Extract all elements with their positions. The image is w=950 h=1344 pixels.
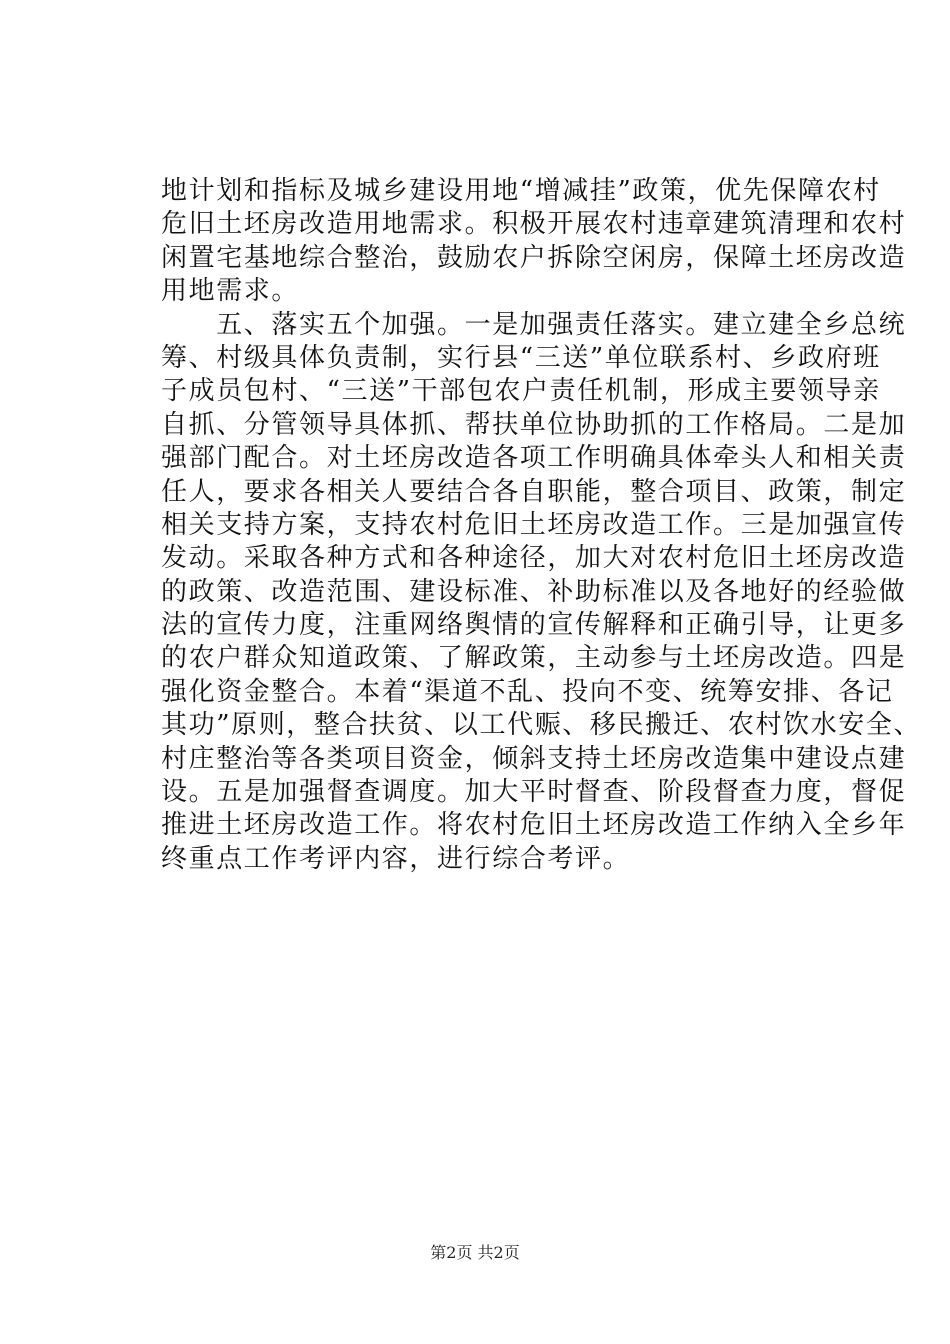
- text-line: 五、落实五个加强。一是加强责任落实。建立建全乡总统: [161, 309, 907, 340]
- text-line: 的政策、改造范围、建设标准、补助标准以及各地好的经验做: [161, 576, 907, 607]
- text-line: 设。五是加强督查调度。加大平时督查、阶段督查力度，督促: [161, 777, 907, 808]
- text-line: 的农户群众知道政策、了解政策，主动参与土坯房改造。四是: [161, 643, 907, 674]
- text-line: 危旧土坯房改造用地需求。积极开展农村违章建筑清理和农村: [161, 209, 907, 240]
- text-line: 推进土坯房改造工作。将农村危旧土坯房改造工作纳入全乡年: [161, 810, 907, 841]
- text-line: 强部门配合。对土坯房改造各项工作明确具体牵头人和相关责: [161, 443, 907, 474]
- text-line: 发动。采取各种方式和各种途径，加大对农村危旧土坯房改造: [161, 543, 907, 574]
- text-line: 闲置宅基地综合整治，鼓励农户拆除空闲房，保障土坯房改造: [161, 242, 907, 273]
- text-line: 子成员包村、“三送”干部包农户责任机制，形成主要领导亲: [161, 376, 881, 407]
- page-number-footer: 第2页 共2页: [430, 1243, 520, 1262]
- text-line: 其功”原则，整合扶贫、以工代赈、移民搬迁、农村饮水安全、: [161, 710, 922, 741]
- text-line: 筹、村级具体负责制，实行县“三送”单位联系村、乡政府班: [161, 342, 881, 373]
- text-line: 法的宣传力度，注重网络舆情的宣传解释和正确引导，让更多: [161, 610, 907, 641]
- text-line: 强化资金整合。本着“渠道不乱、投向不变、统筹安排、各记: [161, 676, 894, 707]
- text-line: 村庄整治等各类项目资金，倾斜支持土坯房改造集中建设点建: [161, 743, 907, 774]
- document-body: [161, 175, 922, 876]
- text-line: 地计划和指标及城乡建设用地“增减挂”政策，优先保障农村: [161, 176, 881, 206]
- text-line: 任人，要求各相关人要结合各自职能，整合项目、政策，制定: [161, 476, 907, 507]
- text-line: 终重点工作考评内容，进行综合考评。: [161, 843, 631, 874]
- text-line: 用地需求。: [161, 276, 300, 307]
- text-line: 自抓、分管领导具体抓、帮扶单位协助抓的工作格局。二是加: [161, 409, 907, 440]
- text-line: 相关支持方案，支持农村危旧土坯房改造工作。三是加强宣传: [161, 509, 907, 540]
